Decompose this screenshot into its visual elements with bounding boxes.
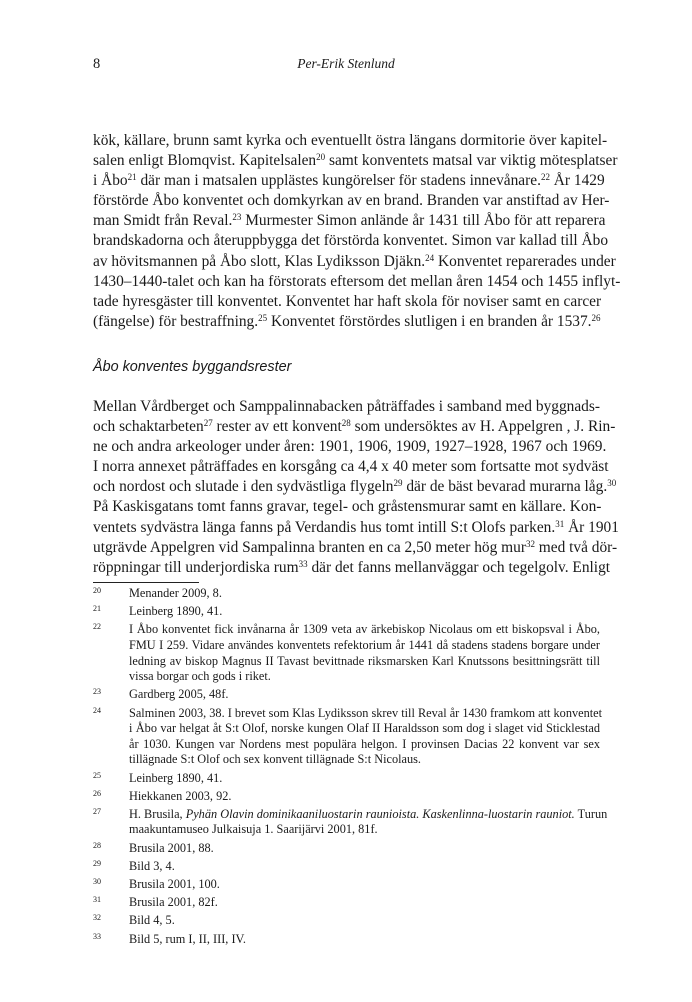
running-head: Per-Erik Stenlund [297, 56, 395, 71]
footnote-text [129, 877, 600, 893]
footnote-line: Bild 4, 5. [129, 913, 175, 928]
footnote-number: 28 [93, 840, 101, 850]
footnote-line: år 1030. Kungen var Nordens mest populära helgon. I provinsen Dacias 22 konvent var sex [129, 736, 600, 751]
footnote-line: Bild 3, 4. [129, 858, 175, 873]
footnote-line: Leinberg 1890, 41. [129, 604, 223, 619]
footnote-number: 23 [93, 687, 101, 697]
footnote-30 [93, 877, 600, 893]
footnote-ref: 32 [525, 538, 535, 549]
paragraph-2-line: och schaktarbeten$^{27}$ rester av ett konvent$^{28}$ som undersöktes av H. Appelgren , J. Rin- [93, 418, 616, 436]
footnote-line: Brusila 2001, 82f. [129, 895, 218, 910]
paragraph-1-line: brandskadorna och återuppbygga det förstörda konventet. Simon var kallad till Åbo [93, 232, 609, 250]
footnote-number: 27 [93, 806, 101, 816]
footnote-number: 26 [93, 788, 101, 798]
footnote-number: 25 [93, 770, 101, 780]
paragraph-1-line: i Åbo$^{21}$ där man i matsalen upplästes kungörelser för stadens innevånare.$^{22}$ År 1429 [93, 172, 605, 190]
page-header [0, 56, 692, 76]
footnote-29 [93, 859, 600, 875]
footnote-number: 33 [93, 931, 101, 941]
footnote-24 [93, 705, 603, 768]
footnote-text [129, 622, 600, 684]
footnote-ref: 20 [316, 152, 326, 163]
footnote-32 [93, 913, 600, 929]
footnote-line: ledning av biskop Magnus II Tavast bevittnade riksmarsken Karl Knutssons besittningsrätt till [129, 653, 600, 668]
footnote-ref: 21 [127, 172, 137, 183]
paragraph-1-line: förstörde Åbo konventet och domkyrkan av en brand. Branden var anstiftad av Her- [93, 192, 610, 210]
paragraph-1-line: tade hyresgäster till konventet. Konventet har haft skola för noviser samt en carcer [93, 292, 602, 310]
paragraph-2-line: I norra annexet påträffades en korsgång ca 4,4 x 40 meter som fortsatte mot sydväst [93, 458, 609, 476]
footnote-27 [93, 806, 608, 838]
paragraph-2-line: och nordost och slutade i den sydvästliga flygeln$^{29}$ där de bäst bevarad murarna låg.$^{30}$ [93, 478, 617, 496]
footnote-line: Hiekkanen 2003, 92. [129, 788, 232, 803]
italic-title: Pyhän Olavin dominikaaniluostarin raunioista. Kaskenlinna-luostarin rauniot. [185, 806, 575, 821]
footnote-ref: 28 [341, 418, 351, 429]
footnote-number: 31 [93, 895, 101, 905]
footnote-line: H. Brusila, Pyhän Olavin dominikaaniluostarin raunioista. Kaskenlinna-luostarin rauniot. Turun [129, 806, 608, 821]
paragraph-2-line: ne och andra arkeologer under åren: 1901, 1906, 1909, 1927–1928, 1967 och 1969. [93, 438, 607, 456]
footnote-number: 29 [93, 858, 101, 868]
paragraph-1-line: av hövitsmannen på Åbo slott, Klas Lydiksson Djäkn.$^{24}$ Konventet reparerades under [93, 252, 616, 270]
section-heading: Åbo konventes byggandsrester [93, 359, 292, 375]
footnote-28 [93, 841, 600, 857]
footnote-33 [93, 932, 600, 948]
paragraph-1-line: 1430–1440-talet och kan ha förstorats eftersom det mellan åren 1454 och 1455 inflyt- [93, 272, 621, 290]
footnote-text [129, 789, 600, 805]
footnote-23 [93, 687, 600, 703]
footnote-ref: 25 [258, 312, 268, 323]
paragraph-2-line: På Kaskisgatans tomt fanns gravar, tegel- och gråstensmurar samt en källare. Kon- [93, 498, 602, 516]
footnote-ref: 31 [555, 518, 565, 529]
footnote-text [129, 859, 600, 875]
paragraph-1-line: kök, källare, brunn samt kyrka och eventuellt östra längans dormitorie över kapitel- [93, 132, 608, 149]
footnote-line: Brusila 2001, 100. [129, 877, 220, 892]
footnote-21 [93, 604, 600, 620]
footnote-25 [93, 771, 600, 787]
paragraph-1-line: (fängelse) för bestraffning.$^{25}$ Konventet förstördes slutligen i en branden år 1537.26 [93, 312, 601, 330]
footnote-line: tillägnade S:t Olof och sex konvent tillägnade S:t Nicolaus. [129, 752, 421, 767]
footnote-line: FMU I 259. Vidare användes konventets refektorium år 1441 då stadens stadens borgare under [129, 637, 600, 652]
footnote-text [129, 604, 600, 620]
footnote-line: Bild 5, rum I, II, III, IV. [129, 931, 246, 946]
footnote-text [129, 705, 603, 768]
footnote-line: vissa borgar och gods i riket. [129, 669, 271, 684]
footnote-line: Menander 2009, 8. [129, 586, 222, 600]
footnote-ref: 24 [425, 252, 435, 263]
footnote-text [129, 895, 600, 911]
footnote-number: 22 [93, 622, 101, 632]
paragraph-2-line: röppningar till underjordiska rum$^{33}$ där det fanns mellanväggar och tegelgolv. Enligt [93, 558, 611, 576]
paragraph-2-line: Mellan Vårdberget och Samppalinnabacken påträffades i samband med byggnads- [93, 398, 600, 415]
footnote-31 [93, 895, 600, 911]
footnote-ref: 26 [591, 312, 601, 323]
footnote-rule [93, 582, 199, 583]
footnote-number: 21 [93, 604, 101, 614]
paragraph-1-line: man Smidt från Reval.$^{23}$ Murmester Simon anlände år 1431 till Åbo för att reparera [93, 212, 606, 230]
body-paragraph-1 [93, 131, 621, 332]
footnote-line: i Åbo var helgat åt S:t Olof, norske kungen Olaf II Haraldsson som dog i slaget vid Sticklestad [129, 721, 600, 736]
footnote-line: Gardberg 2005, 48f. [129, 687, 229, 702]
body-paragraph-2 [93, 397, 619, 578]
paragraph-1-line: salen enligt Blomqvist. Kapitelsalen$^{20}$ samt konventets matsal var viktig mötesplatser [93, 152, 618, 170]
footnote-26 [93, 789, 600, 805]
footnote-ref: 30 [607, 478, 617, 489]
page-number: 8 [93, 56, 101, 72]
footnote-text [129, 806, 608, 838]
footnote-ref: 27 [203, 418, 213, 429]
paragraph-2-line: utgrävde Appelgren vid Sampalinna branten en ca 2,50 meter hög mur$^{32}$ med två dör- [93, 538, 618, 556]
footnote-text [129, 771, 600, 787]
footnote-number: 24 [93, 705, 101, 715]
footnote-line: Salminen 2003, 38. I brevet som Klas Lydiksson skrev till Reval år 1430 framkom att konventet [129, 705, 603, 720]
footnote-number: 32 [93, 913, 101, 923]
footnote-text [129, 913, 600, 929]
footnote-text [129, 687, 600, 703]
footnote-text [129, 586, 600, 602]
footnote-ref: 22 [540, 172, 550, 183]
footnote-ref: 29 [393, 478, 403, 489]
footnote-line: Brusila 2001, 88. [129, 840, 214, 855]
footnote-number: 30 [93, 877, 101, 887]
footnote-line: I Åbo konventet fick invånarna år 1309 veta av ärkebiskop Nicolaus om ett biskopsval i Åbo, [129, 622, 600, 637]
footnote-20 [93, 586, 600, 602]
paragraph-2-line: ventets sydvästra länga fanns på Verdandis hus tomt intill S:t Olofs parken.$^{31}$ År 1901 [93, 518, 619, 536]
footnote-line: maakuntamuseo Julkaisuja 1. Saarijärvi 2001, 81f. [129, 822, 378, 837]
footnote-text [129, 841, 600, 857]
footnote-22 [93, 622, 600, 684]
footnote-text [129, 932, 600, 948]
footnote-line: Leinberg 1890, 41. [129, 770, 223, 785]
footnote-number: 20 [93, 586, 101, 595]
footnote-ref: 23 [232, 212, 242, 223]
footnotes [93, 586, 608, 950]
footnote-ref: 33 [298, 558, 308, 569]
